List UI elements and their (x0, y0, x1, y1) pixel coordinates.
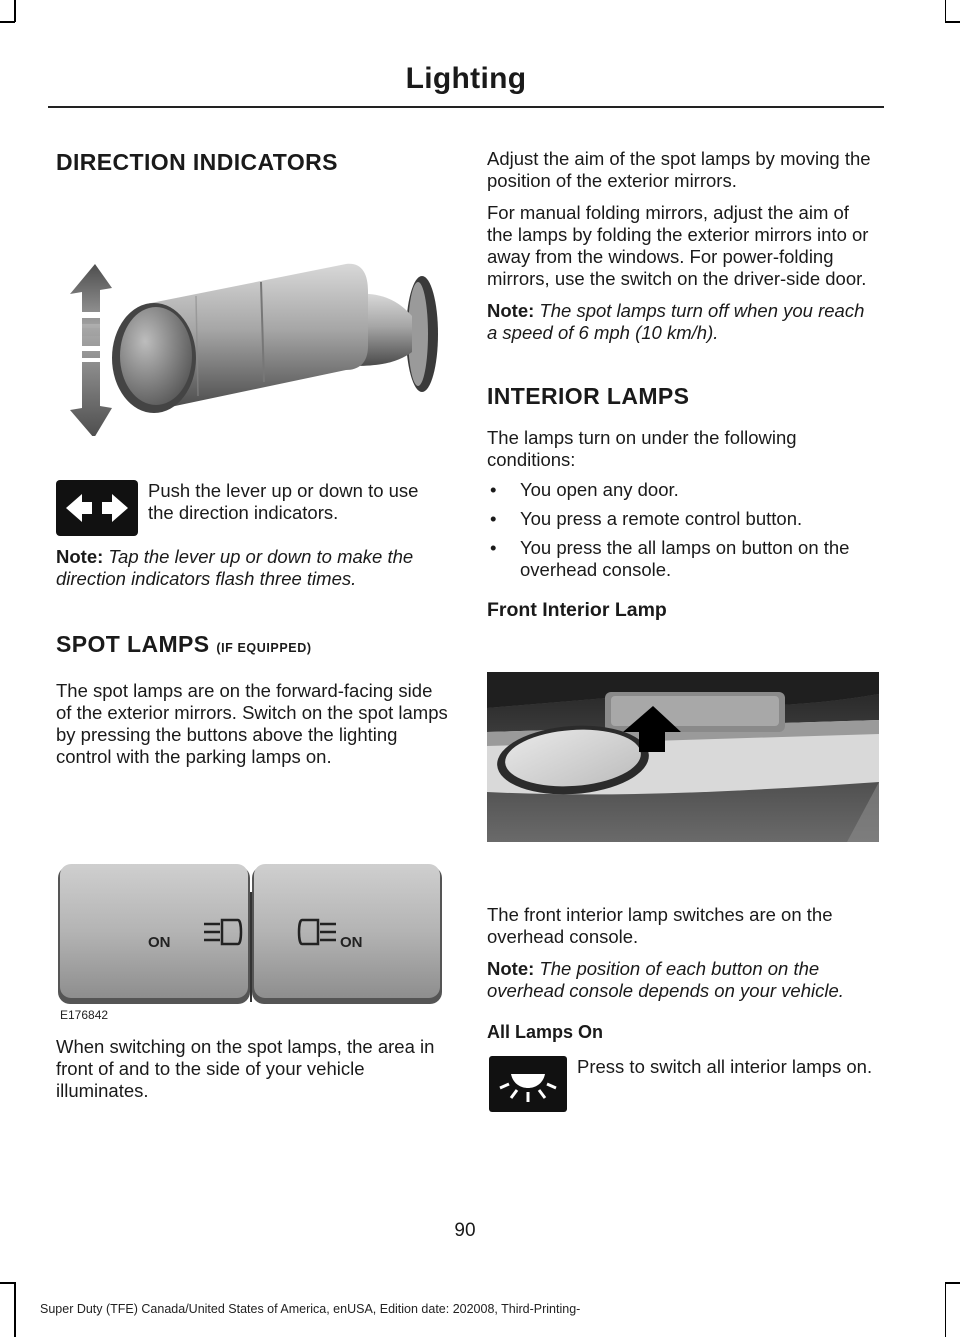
crop-mark (0, 21, 15, 23)
crop-mark (14, 0, 16, 22)
interior-lamps-conditions (487, 479, 879, 581)
footer-text: Super Duty (TFE) Canada/United States of America, enUSA, Edition date: 202008, Third-Printing- (40, 1302, 581, 1316)
crop-mark (945, 21, 960, 23)
crop-mark (0, 1282, 15, 1284)
page-number: 90 (454, 1220, 476, 1241)
spot-lamps-intro: The spot lamps are on the forward-facing side of the exterior mirrors. Switch on the spot lamps by pressing the buttons above the lighting control with the parking lamps on. (56, 680, 448, 767)
page-title: Lighting (405, 62, 527, 95)
spot-lamp-right-on-label: ON (340, 934, 363, 951)
crop-mark (945, 1282, 960, 1284)
all-lamps-on-text: Press to switch all interior lamps on. (577, 1056, 873, 1077)
left-column (56, 148, 448, 1102)
turn-signal-arrows-icon (56, 480, 138, 536)
right-column (487, 148, 879, 1112)
crop-mark (945, 1282, 947, 1337)
turn-signal-lever-illustration (56, 196, 448, 436)
dome-lamp-icon (489, 1056, 567, 1112)
list-item: • You press a remote control button. (487, 508, 879, 530)
crop-mark (14, 1282, 16, 1337)
header-divider (48, 106, 884, 108)
spot-lamps-heading: SPOT LAMPS (IF EQUIPPED) (56, 631, 312, 657)
spot-lamp-left-on-label: ON (148, 934, 171, 951)
list-item: • You open any door. (487, 479, 879, 501)
spot-lamp-buttons-figure (56, 862, 448, 1022)
figure-code: E176842 (60, 1008, 109, 1022)
spot-aim-text-1: Adjust the aim of the spot lamps by moving the position of the exterior mirrors. (487, 148, 871, 191)
front-interior-lamp-note: Note: The position of each button on the overhead console depends on your vehicle. (487, 958, 844, 1001)
overhead-console-illustration (487, 672, 879, 842)
spot-aim-text-2: For manual folding mirrors, adjust the aim of the lamps by folding the exterior mirrors into or away from the windows. For power-folding mirrors, use the switch on the driver-side door. (487, 202, 869, 289)
interior-lamps-intro: The lamps turn on under the following conditions: (487, 427, 797, 470)
crop-mark (945, 0, 947, 22)
direction-indicators-text: Push the lever up or down to use the direction indicators. (148, 480, 419, 523)
list-item: • You press the all lamps on button on the overhead console. (487, 537, 879, 581)
all-lamps-on-heading: All Lamps On (487, 1022, 604, 1042)
spot-lamps-after-text: When switching on the spot lamps, the area in front of and to the side of your vehicle illuminates. (56, 1036, 435, 1101)
front-interior-lamp-heading: Front Interior Lamp (487, 599, 667, 621)
spot-aim-note: Note: The spot lamps turn off when you reach a speed of 6 mph (10 km/h). (487, 300, 865, 343)
direction-indicators-note: Note: Tap the lever up or down to make the direction indicators flash three times. (56, 546, 414, 589)
interior-lamps-heading: INTERIOR LAMPS (487, 383, 690, 409)
front-interior-lamp-text: The front interior lamp switches are on the overhead console. (487, 904, 833, 947)
direction-indicators-heading: DIRECTION INDICATORS (56, 149, 338, 175)
